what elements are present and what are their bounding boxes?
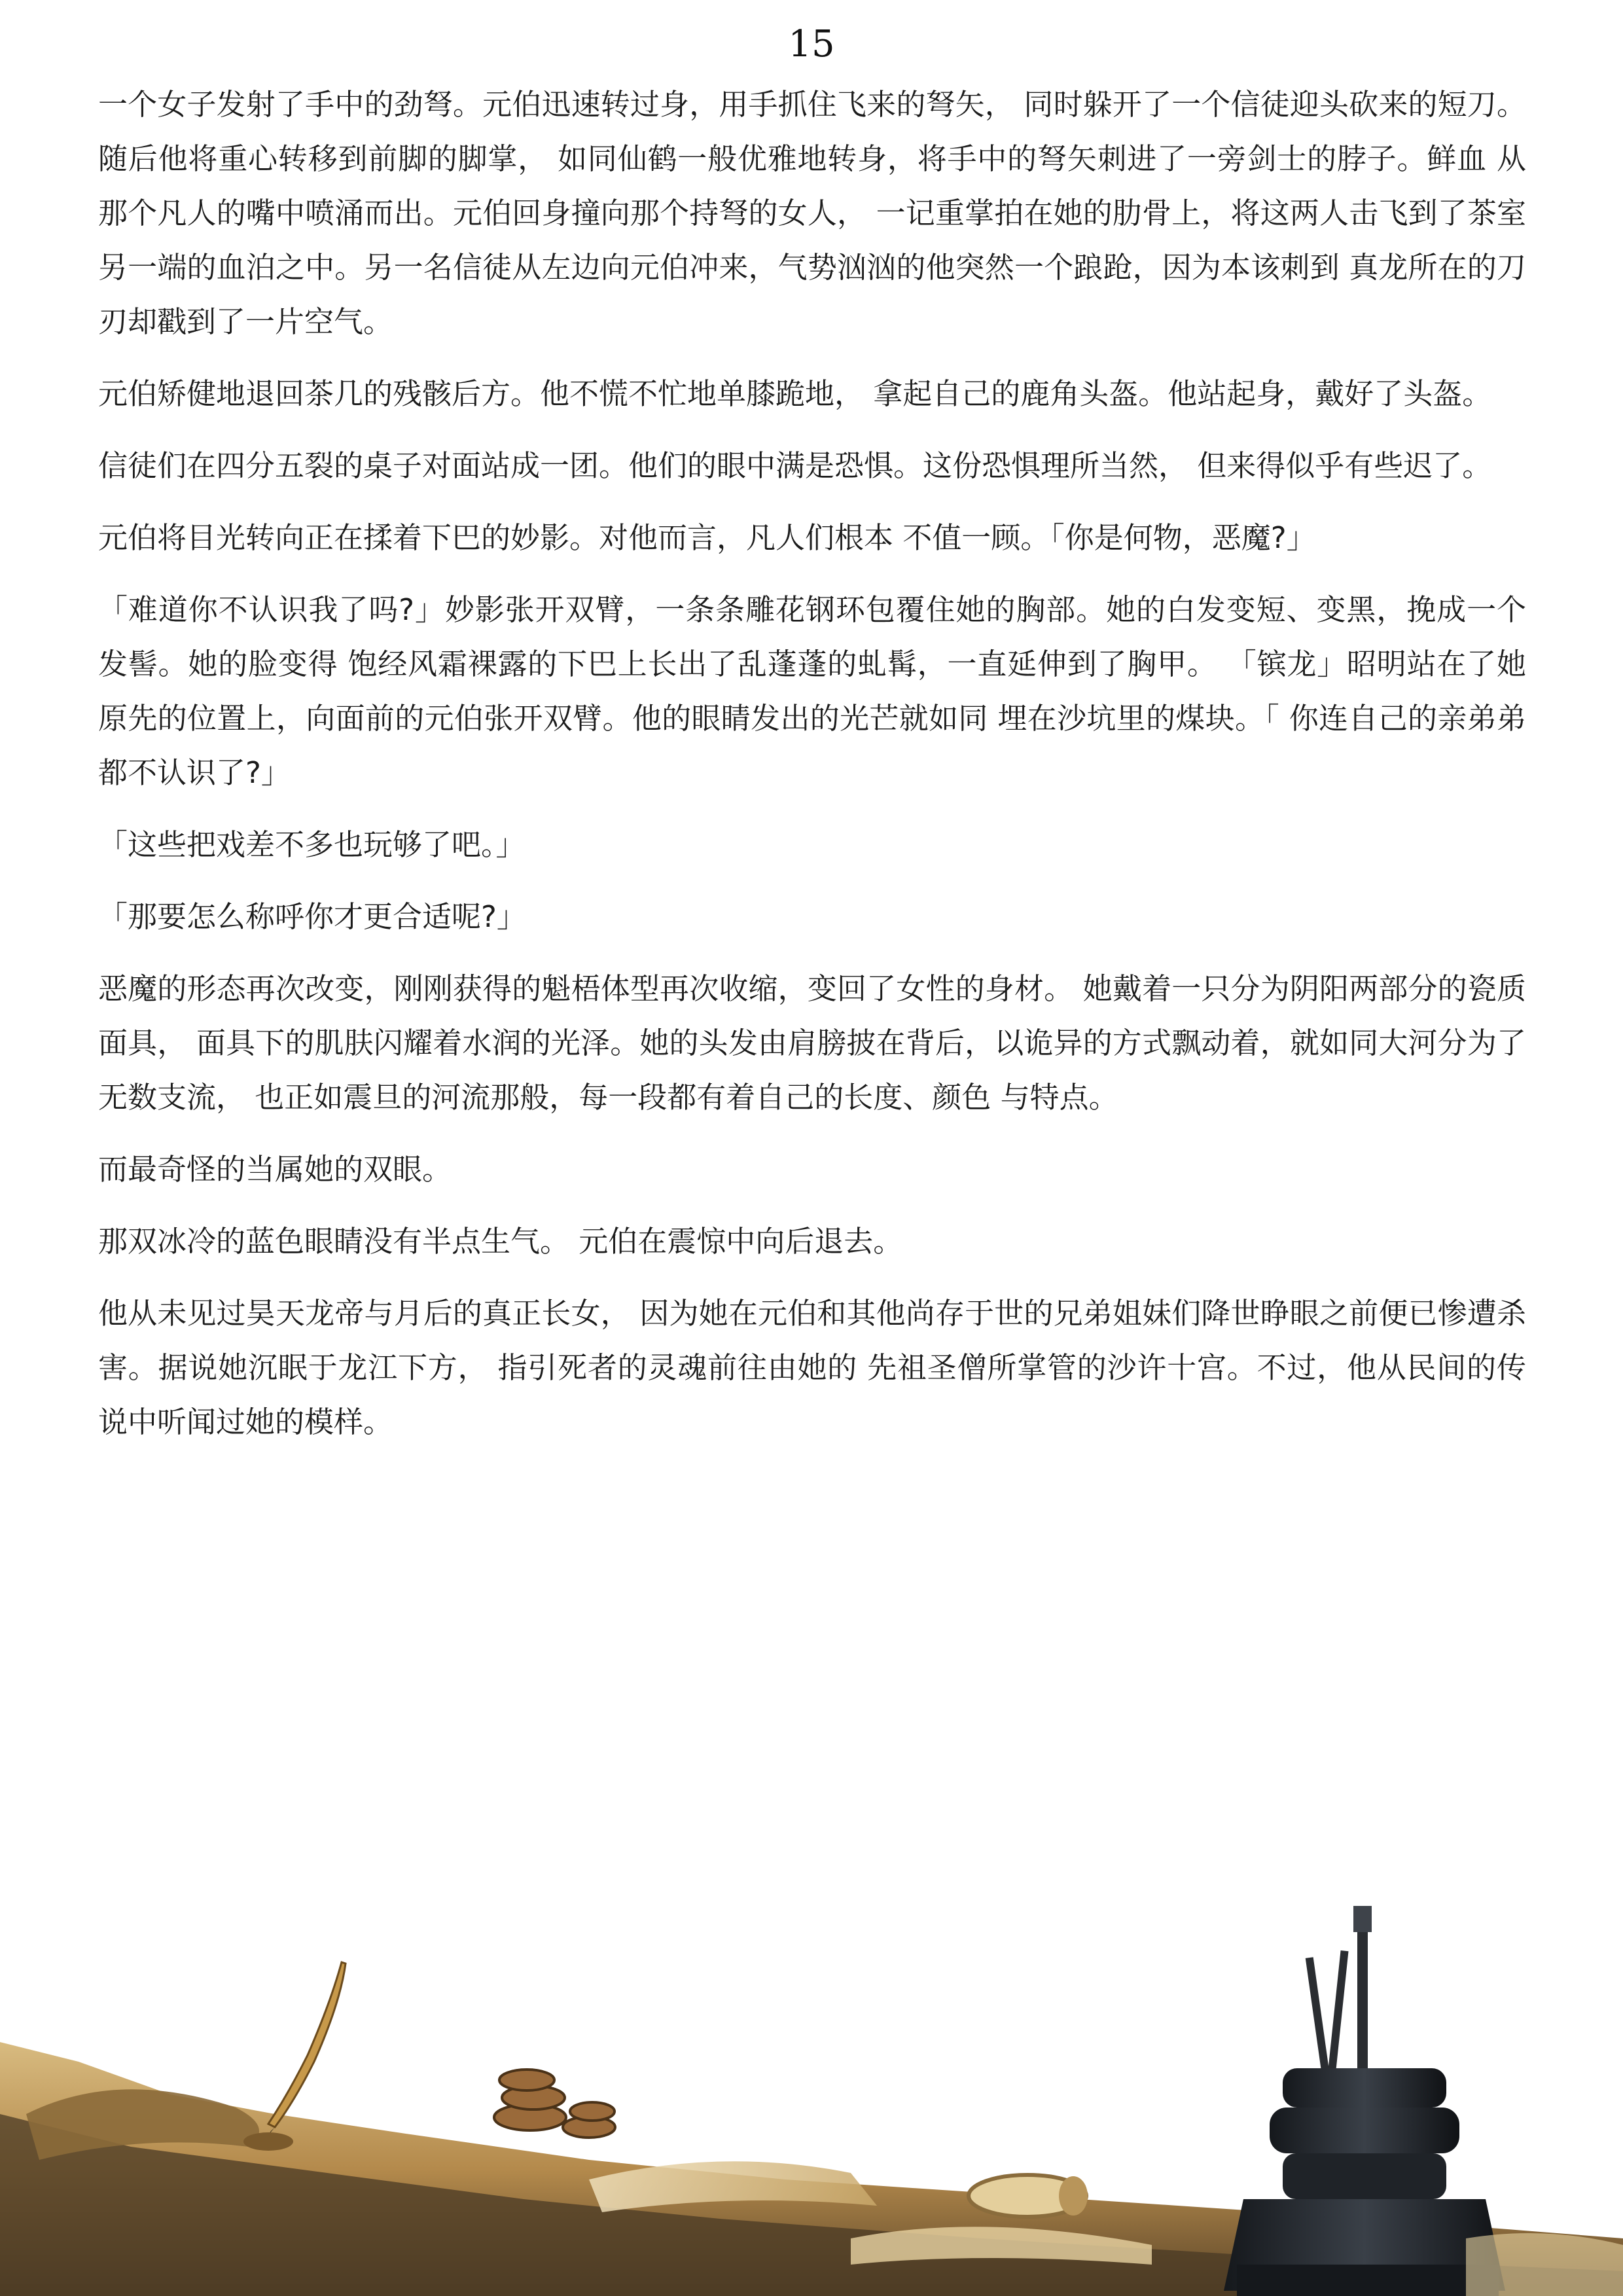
paragraph: 那双冰冷的蓝色眼睛没有半点生气。 元伯在震惊中向后退去。: [98, 1224, 903, 1259]
body-text: [98, 77, 1526, 1467]
stacked-stones: [494, 2070, 615, 2138]
paragraph: 一个女子发射了手中的劲弩。元伯迅速转过身，用手抓住飞来的弩矢， 同时躲开了一个信徒迎头砍来的短刀。随后他将重心转移到前脚的脚掌， 如同仙鹤一般优雅地转身，将手中的弩矢刺进了一旁剑士的脖子。鲜血 从那个凡人的嘴中喷涌而出。元伯回身撞向那个持弩的女人， 一记重掌拍在她的肋骨上，将这两人击飞到了茶室另一端的血泊之中。另一名信徒从左边向元伯冲来，气势汹汹的他突然一个踉跄，因为本该刺到 真龙所在的刀刃却戳到了一片空气。: [98, 87, 1526, 339]
paragraph: 信徒们在四分五裂的桌子对面站成一团。他们的眼中满是恐惧。这份恐惧理所当然， 但来得似乎有些迟了。: [98, 448, 1492, 483]
footer-illustration: [0, 1898, 1623, 2296]
paragraph: 元伯将目光转向正在揉着下巴的妙影。对他而言，凡人们根本 不值一顾。「你是何物，恶魔?」: [98, 520, 1316, 555]
paragraph: 元伯矫健地退回茶几的残骸后方。他不慌不忙地单膝跪地， 拿起自己的鹿角头盔。他站起身，戴好了头盔。: [98, 376, 1492, 411]
paragraph: 「难道你不认识我了吗?」妙影张开双臂，一条条雕花钢环包覆住她的胸部。她的白发变短、变黑，挽成一个发髻。她的脸变得 饱经风霜裸露的下巴上长出了乱蓬蓬的虬髯，一直延伸到了胸甲。 「镔龙」昭明站在了她原先的位置上，向面前的元伯张开双臂。他的眼睛发出的光芒就如同 埋在沙坑里的煤块。「 你连自己的亲弟弟都不认识了?」: [98, 592, 1526, 790]
page-number: 15: [788, 23, 835, 65]
paragraph: 他从未见过昊天龙帝与月后的真正长女， 因为她在元伯和其他尚存于世的兄弟姐妹们降世睁眼之前便已惨遭杀害。据说她沉眠于龙江下方， 指引死者的灵魂前往由她的 先祖圣僧所掌管的沙许十宫。不过，他从民间的传说中听闻过她的模样。: [98, 1296, 1526, 1439]
ink-pot-small: [243, 2132, 293, 2151]
paragraph: 「那要怎么称呼你才更合适呢?」: [98, 899, 526, 934]
paragraph: 而最奇怪的当属她的双眼。: [98, 1152, 452, 1187]
quill-icon: [268, 1962, 346, 2127]
paragraph: 「这些把戏差不多也玩够了吧。」: [98, 827, 526, 862]
inkwell-icon: [1224, 1906, 1505, 2296]
paragraph: 恶魔的形态再次改变，刚刚获得的魁梧体型再次收缩，变回了女性的身材。 她戴着一只分为阴阳两部分的瓷质面具， 面具下的肌肤闪耀着水润的光泽。她的头发由肩膀披在背后，以诡异的方式飘动着，就如同大河分为了无数支流， 也正如震旦的河流那般，每一段都有着自己的长度、颜色 与特点。: [98, 971, 1526, 1115]
